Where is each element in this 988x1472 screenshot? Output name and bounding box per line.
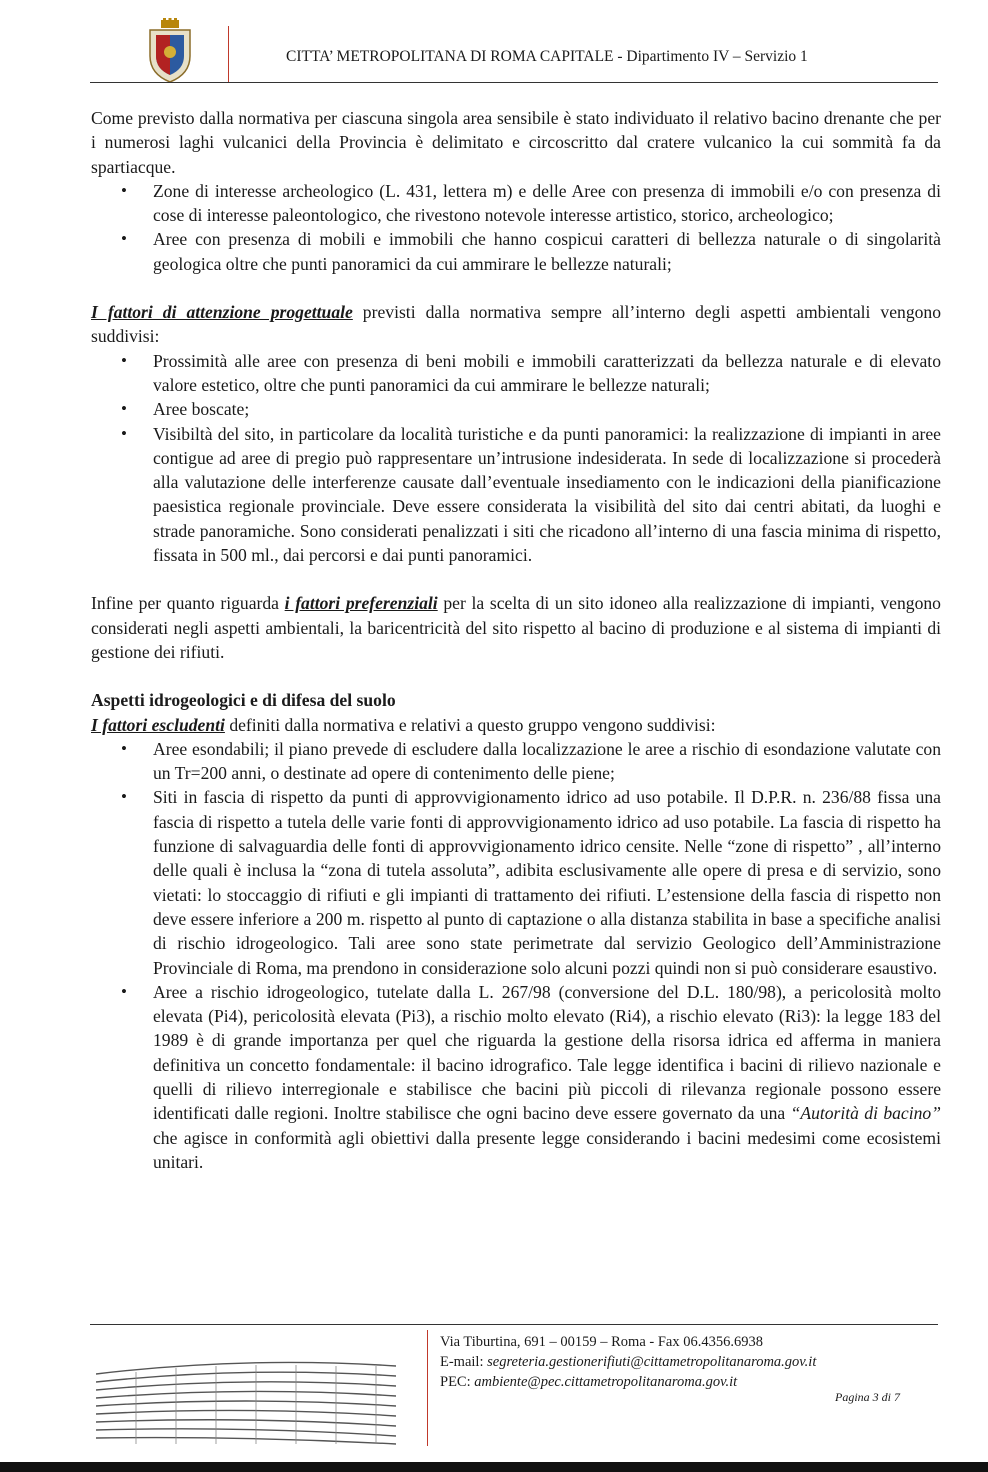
list-aree-sensibili [91, 179, 941, 276]
list-item: • Siti in fascia di rispetto da punti di approvvigionamento idrico ad uso potabile. Il D.P.R. n. 236/88 fissa una fascia di rispetto a tutela delle varie fonti di approvvigionamento idrico ad uso potabile. La fascia di rispetto ha funzione di salvaguardia delle fonti di approvvigionamento idrico censite. Nelle “zone di rispetto” , all’interno delle quali è inclusa la “zona di tutela assoluta”, adibita esclusivamente alle opere di presa e di servizio, sono vietati: lo stoccaggio di rifiuti e gli impianti di trattamento dei rifiuti. L’estensione della fascia di rispetto non deve essere inferiore a 200 m. rispetto al punto di captazione o alla distanza stabilita in base a specifiche analisi di rischio idrogeologico. Tali aree sono state perimetrate dal servizio Geologico dell’Amministrazione Provinciale di Roma, ma prendono in considerazione solo alcuni pozzi quindi non si può considerare esaustivo. [91, 785, 941, 979]
paragraph-bacino: Come previsto dalla normativa per ciascuna singola area sensibile è stato individuato il relativo bacino drenante che per i numerosi laghi vulcanici della Provincia è delimitato e circoscritto dal cratere vulcanico la cui sommità fa da spartiacque. [91, 108, 941, 177]
header-title: CITTA’ METROPOLITANA DI ROMA CAPITALE - Dipartimento IV – Servizio 1 [286, 48, 808, 65]
header-divider [228, 26, 229, 82]
list-attenzione [91, 349, 941, 568]
page-number: Pagina 3 di 7 [835, 1390, 900, 1404]
footer-rule [90, 1324, 938, 1325]
coat-of-arms-icon [142, 18, 198, 84]
list-item-text: Aree a rischio idrogeologico, tutelate dalla L. 267/98 (conversione del D.L. 180/98), a pericolosità molto elevata (Pi4), pericolosità elevata (Pi3), a rischio molto elevato (Ri4), a rischio elevato (Ri3): la legge 183 del 1989 è di grande importanza per quel che riguarda la gestione della risorsa idrica ed afferma in maniera definitiva un concetto fondamentale: il bacino idrografico. Tale legge identifica i bacini di rilievo nazionale e quelli di rilievo interregionale e stabilisce che bacini più piccoli di rilevanza regionale possono essere identificati dalle regioni. Inoltre stabilisce che ogni bacino deve essere governato da una [153, 981, 941, 1124]
paragraph-text: Infine per quanto riguarda [91, 593, 285, 614]
document-body [91, 106, 941, 1174]
footer-email-line [440, 1352, 816, 1372]
list-escludenti [91, 737, 941, 1174]
paragraph-escludenti [91, 713, 941, 737]
paragraph-preferenziali [91, 591, 941, 664]
page-header [90, 18, 938, 84]
list-item: • Aree con presenza di mobili e immobili che hanno cospicui caratteri di bellezza naturale o di singolarità geologica oltre che punti panoramici da cui ammirare le bellezze naturali; [91, 227, 941, 276]
footer-pec-label: PEC: [440, 1374, 475, 1390]
paragraph-text: definiti dalla normativa e relativi a questo gruppo vengono suddivisi: [224, 714, 716, 735]
list-item [91, 980, 941, 1174]
term-fattori-escludenti: I fattori escludenti [91, 714, 225, 735]
building-illustration-icon [96, 1344, 396, 1449]
term-attenzione-progettuale: I fattori di attenzione progettuale [91, 302, 353, 323]
paragraph-attenzione [91, 300, 941, 349]
list-item: • Prossimità alle aree con presenza di beni mobili e immobili caratterizzati da bellezza naturale e di elevato valore estetico, oltre che punti panoramici da cui ammirare le bellezze naturali; [91, 349, 941, 398]
paragraph-text: previsti dalla normativa sempre all’interno degli aspetti ambientali vengono suddivisi: [91, 302, 942, 347]
list-item-text: che agisce in conformità agli obiettivi dalla presente legge considerando i bacini medesimi come ecosistemi unitari. [153, 1127, 941, 1172]
term-fattori-preferenziali: i fattori preferenziali [284, 593, 438, 614]
list-item: • Aree esondabili; il piano prevede di escludere dalla localizzazione le aree a rischio di esondazione valutate con un Tr=200 anni, o destinate ad opere di contenimento delle piene; [91, 737, 941, 786]
list-item: • Aree boscate; [91, 397, 941, 421]
paragraph-text: per la scelta di un sito idoneo alla realizzazione di impianti, vengono considerati negli aspetti ambientali, la baricentricità del sito rispetto al bacino di produzione e al sistema di impianti di gestione dei rifiuti. [91, 593, 941, 662]
footer-address: Via Tiburtina, 691 – 00159 – Roma - Fax 06.4356.6938 [440, 1334, 763, 1350]
footer-pec-link[interactable]: ambiente@pec.cittametropolitanaroma.gov.it [474, 1374, 738, 1390]
footer-email-link[interactable]: segreteria.gestionerifiuti@cittametropolitanaroma.gov.it [487, 1354, 817, 1370]
footer-email-label: E-mail: [440, 1354, 488, 1370]
footer-pec-line [440, 1372, 816, 1392]
footer-contacts [440, 1332, 816, 1392]
header-rule [90, 82, 938, 83]
list-item: • Visibiltà del sito, in particolare da località turistiche e da punti panoramici: la realizzazione di impianti in aree contigue ad aree di pregio può rappresentare un’intrusione indesiderata. In sede di localizzazione si procederà alla valutazione delle interferenze causate dall’eventuale insediamento con le indicazioni della pianificazione paesistica regionale provinciale. Deve essere considerata la visibilità del sito dai centri abitati, da luoghi e strade panoramiche. Sono considerati penalizzati i siti che ricadono all’interno di una fascia minima di rispetto, fissata in 500 ml., dai percorsi e dai punti panoramici. [91, 422, 941, 568]
page-footer [90, 1324, 938, 1454]
footer-divider [427, 1330, 428, 1446]
section-heading: Aspetti idrogeologici e di difesa del suolo [91, 690, 396, 711]
viewer-bottom-bar [0, 1462, 988, 1472]
list-item: • Zone di interesse archeologico (L. 431, lettera m) e delle Aree con presenza di immobili e/o con presenza di cose di interesse paleontologico, che rivestono notevole interesse artistico, storico, archeologico; [91, 179, 941, 228]
term-autorita-di-bacino: “Autorità di bacino” [790, 1103, 941, 1124]
